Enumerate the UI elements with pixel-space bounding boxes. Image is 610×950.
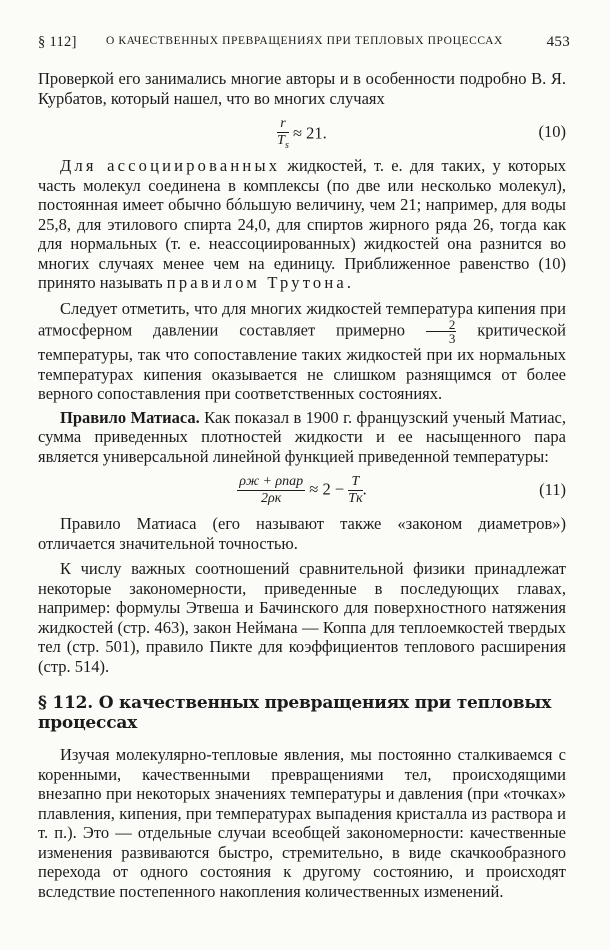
- eq10-numerator: r: [277, 116, 289, 133]
- paragraph-4: [38, 408, 566, 467]
- body-text: [38, 69, 566, 901]
- eq10-rhs: ≈ 21.: [293, 123, 327, 143]
- equation-10: [38, 110, 566, 156]
- eq10-fraction: [277, 116, 289, 154]
- eq11-fraction-2: [348, 474, 362, 507]
- fraction-denominator: 3: [448, 331, 456, 346]
- eq10-denominator: T: [277, 133, 285, 148]
- two-thirds-fraction: [426, 318, 457, 345]
- header-title: О КАЧЕСТВЕННЫХ ПРЕВРАЩЕНИЯХ ПРИ ТЕПЛОВЫХ ПРОЦЕССАХ: [106, 35, 503, 47]
- running-header: [38, 34, 570, 58]
- page-number: 453: [546, 34, 570, 50]
- section-heading: § 112. О качественных превращениях при тепловых процессах: [38, 693, 552, 733]
- eq11-fraction-1: [237, 474, 305, 507]
- eq11-denominator: 2ρк: [261, 491, 282, 506]
- eq11-tail: .: [362, 479, 367, 499]
- paragraph-3-after: критической температуры, так что сопоставление таких жидкостей при их нормальных температурах кипения оказывается не слишком разнящимся от более верного сопоставления при соответственных состояниях.: [38, 320, 566, 403]
- spaced-term-associated: Для ассоциированных: [60, 156, 281, 175]
- eq10-label: (10): [538, 122, 566, 141]
- trouton-rule-term: правилом Трутона.: [166, 273, 355, 292]
- mathias-rule-title: Правило Матиаса.: [60, 407, 200, 427]
- paragraph-4-text: Как показал в 1900 г. французский ученый Матиас, сумма приведенных плотностей жидкости и ее насыщенного пара является универсальной линейной функцией приведенной температуры:: [38, 407, 567, 466]
- paragraph-3-before: Следует отметить, что для многих жидкостей температура кипения при атмосферном давлении составляет примерно: [38, 298, 566, 340]
- eq11-frac2-denominator: Tк: [348, 491, 363, 506]
- header-section: § 112]: [38, 34, 77, 50]
- paragraph-2: [38, 156, 566, 293]
- paragraph-5: Правило Матиаса (его называют также «законом диаметров») отличается значительной точностью.: [38, 514, 566, 553]
- paragraph-7: Изучая молекулярно-тепловые явления, мы постоянно сталкиваемся с коренными, качественными превращениями тел, происходящими внезапно при некоторых значениях температуры и давления (при «точках» плавления, кипения, при температурах выпадения кристалла из раствора и т. п.). Это — отдельные случаи всеобщей закономерности: качественные изменения развиваются быстро, стремительно, в виде скачкообразного перехода от одного состояния к другому состоянию, и происходят вследствие постепенного накопления количественных изменений.: [38, 745, 566, 901]
- eq11-mid: ≈ 2 −: [309, 479, 345, 499]
- equation-11: [38, 468, 566, 514]
- eq11-numerator: ρж + ρпар: [239, 474, 304, 489]
- eq10-denominator-sub: s: [284, 139, 289, 151]
- paragraph-1: Проверкой его занимались многие авторы и в особенности подробно В. Я. Курбатов, который нашел, что во многих случаях: [38, 69, 566, 108]
- eq11-frac2-numerator: T: [348, 474, 362, 491]
- paragraph-3: [38, 299, 566, 404]
- eq11-label: (11): [539, 480, 566, 499]
- paragraph-6: К числу важных соотношений сравнительной физики принадлежат некоторые закономерности, приведенные в последующих главах, например: формулы Этвеша и Бачинского для поверхностного натяжения жидкостей (стр. 463), закон Неймана — Коппа для теплоемкостей твердых тел (стр. 501), правило Пикте для коэффициентов теплового расширения (стр. 514).: [38, 559, 566, 676]
- paragraph-2-text: жидкостей, т. е. для таких, у которых часть молекул соединена в комплексы (по две или несколько молекул), постоянная имеет обычно бóльшую величину, чем 21; например, для воды 25,8, для этилового спирта 24,0, для спиртов жирного ряда 26, тогда как для нормальных (т. е. неассоциированных) жидкостей она разнится во многих случаях менее чем на единицу. Приближенное равенство (10) принято называть: [38, 156, 566, 292]
- fraction-numerator: 2: [426, 318, 457, 332]
